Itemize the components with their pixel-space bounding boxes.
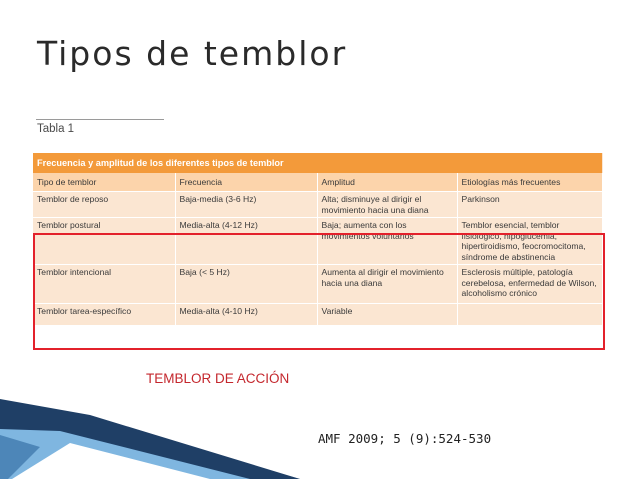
table-cell: Baja-media (3-6 Hz) bbox=[175, 192, 317, 218]
table-cell: Esclerosis múltiple, patología cerebelosa, enfermedad de Wilson, alcoholismo crónico bbox=[457, 265, 602, 304]
column-header: Amplitud bbox=[317, 173, 457, 192]
table-cell: Temblor intencional bbox=[33, 265, 175, 304]
table-cell: Baja (< 5 Hz) bbox=[175, 265, 317, 304]
table-cell: Temblor postural bbox=[33, 218, 175, 265]
column-header: Frecuencia bbox=[175, 173, 317, 192]
action-tremor-label: TEMBLOR DE ACCIÓN bbox=[146, 371, 290, 386]
table-caption-row bbox=[33, 153, 602, 173]
table-cell: Media-alta (4-10 Hz) bbox=[175, 304, 317, 326]
table-cell: Temblor esencial, temblor fisiológico, hipoglucemia, hipertiroidismo, feocromocitoma, síndrome de abstinencia bbox=[457, 218, 602, 265]
action-tremor-highlight-box bbox=[33, 233, 605, 350]
decorative-swoosh bbox=[0, 395, 340, 479]
table-cell: Baja; aumenta con los movimientos voluntarios bbox=[317, 218, 457, 265]
table-cell: Media-alta (4-12 Hz) bbox=[175, 218, 317, 265]
table-cell: Variable bbox=[317, 304, 457, 326]
table-top-rule bbox=[36, 119, 164, 120]
table-cell: Temblor tarea-específico bbox=[33, 304, 175, 326]
table-cell: Aumenta al dirigir el movimiento hacia una diana bbox=[317, 265, 457, 304]
column-header: Tipo de temblor bbox=[33, 173, 175, 192]
table-row bbox=[33, 192, 602, 218]
table-caption: Frecuencia y amplitud de los diferentes tipos de temblor bbox=[33, 153, 602, 173]
table-cell: Parkinson bbox=[457, 192, 602, 218]
table-cell: Temblor de reposo bbox=[33, 192, 175, 218]
table-header-row bbox=[33, 173, 602, 192]
table-label: Tabla 1 bbox=[37, 123, 75, 135]
table-cell: Alta; disminuye al dirigir el movimiento hacia una diana bbox=[317, 192, 457, 218]
citation: AMF 2009; 5 (9):524-530 bbox=[318, 431, 492, 446]
column-header: Etiologías más frecuentes bbox=[457, 173, 602, 192]
slide-title: Tipos de temblor bbox=[37, 34, 348, 73]
